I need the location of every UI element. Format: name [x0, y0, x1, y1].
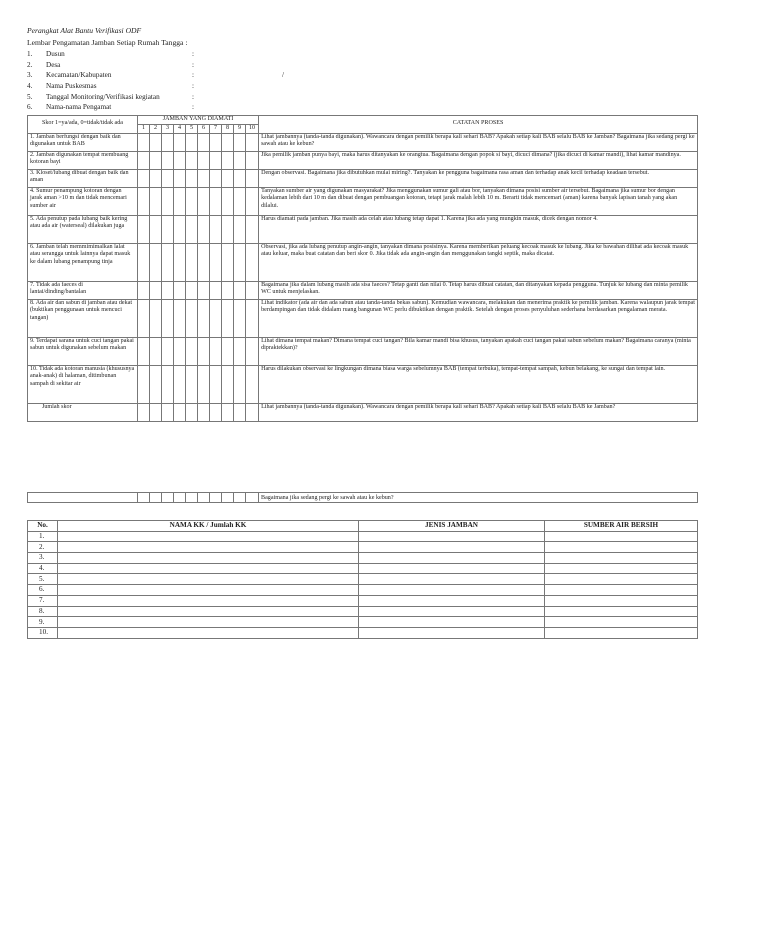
- score-cell[interactable]: [234, 187, 246, 215]
- row-number: 2.: [28, 542, 58, 553]
- score-cell[interactable]: [138, 403, 150, 421]
- score-cell[interactable]: [234, 243, 246, 281]
- score-cell[interactable]: [150, 151, 162, 169]
- column-number: 3: [162, 124, 174, 133]
- kk-name-cell[interactable]: [58, 585, 359, 596]
- column-number: 8: [222, 124, 234, 133]
- score-cell[interactable]: [246, 243, 259, 281]
- water-source-cell[interactable]: [545, 531, 698, 542]
- notes-text: Lihat jambannya (tanda-tanda digunakan). Wawancara dengan pemilik berapa kali sehari BAB? Apakah setiap kali BAB selalu BAB ke Jamban? Bagaimana jika sedang pergi ke sawah atau ke kebun?: [259, 133, 698, 151]
- score-cell[interactable]: [210, 365, 222, 403]
- score-cell[interactable]: [162, 133, 174, 151]
- score-cell[interactable]: [222, 243, 234, 281]
- column-number: 2: [150, 124, 162, 133]
- column-number: 10: [246, 124, 259, 133]
- score-cell[interactable]: [198, 133, 210, 151]
- score-cell[interactable]: [186, 281, 198, 299]
- score-cell[interactable]: [198, 151, 210, 169]
- criterion-row: [28, 365, 698, 403]
- kk-name-cell[interactable]: [58, 563, 359, 574]
- info-colon: :: [192, 103, 194, 112]
- info-num: 6.: [27, 103, 33, 112]
- info-colon: :: [192, 71, 194, 80]
- score-cell[interactable]: [198, 215, 210, 243]
- score-cell[interactable]: [138, 243, 150, 281]
- water-source-header: SUMBER AIR BERSIH: [545, 521, 698, 532]
- info-label: Nama Puskesmas: [46, 82, 97, 91]
- score-cell[interactable]: [186, 133, 198, 151]
- notes-text: Dengan observasi. Bagaimana jika dibutuhkan mulai miring?. Tanyakan ke pengguna bagaimana rasa aman dan terhadap anak kecil terhadap keadaan tersebut.: [259, 169, 698, 187]
- criterion-text: 3. Kloset/lubang dibuat dengan baik dan aman: [28, 169, 138, 187]
- household-row: [28, 595, 698, 606]
- household-row: [28, 627, 698, 638]
- score-cell[interactable]: [234, 365, 246, 403]
- water-source-cell[interactable]: [545, 574, 698, 585]
- score-cell[interactable]: [150, 403, 162, 421]
- score-cell[interactable]: [186, 299, 198, 337]
- criterion-text: 1. Jamban berfungsi dengan baik dan digunakan untuk BAB: [28, 133, 138, 151]
- water-source-cell[interactable]: [545, 542, 698, 553]
- notes-text: Observasi, jika ada lubang penutup angin-angin, tanyakan dimana posisinya. Karena memberikan peluang kecoak masuk ke lubang. Jika ke bawahan dilihat ada kecoak masuk atau keluar, maka buat catatan dan beri skor 0. Jika tidak ada angin-angin dan menggunakan tangki septik, maka dicatat.: [259, 243, 698, 281]
- score-cell[interactable]: [222, 365, 234, 403]
- score-cell[interactable]: [138, 169, 150, 187]
- row-number: 10.: [28, 627, 58, 638]
- notes-text: Tanyakan sumber air yang digunakan masyarakat? Jika menggunakan sumur gali atau bor, tanyakan dimana posisi sumber air tersebut. Bagaimana jika sumur bor dengan kedalaman lebih dari 10 m dan dibuat dengan pembuangan kotoran, tetapi jarak malah lebih 10 m. Berarti tidak mencemari (aman) karena banyak lapisan tanah yang akan dilalui.: [259, 187, 698, 215]
- criterion-row: [28, 133, 698, 151]
- score-cell[interactable]: [222, 133, 234, 151]
- water-source-cell[interactable]: [545, 627, 698, 638]
- score-cell[interactable]: [150, 281, 162, 299]
- document-title: Perangkat Alat Bantu Verifikasi ODF: [27, 26, 142, 35]
- latrine-type-header: JENIS JAMBAN: [359, 521, 545, 532]
- info-num: 5.: [27, 92, 33, 101]
- kk-name-cell[interactable]: [58, 542, 359, 553]
- score-cell[interactable]: [150, 243, 162, 281]
- household-row: [28, 617, 698, 628]
- strip-cell[interactable]: [222, 493, 234, 503]
- score-cell[interactable]: [198, 337, 210, 365]
- latrine-type-cell[interactable]: [359, 617, 545, 628]
- score-cell[interactable]: [186, 243, 198, 281]
- strip-cell[interactable]: [28, 493, 138, 503]
- score-cell[interactable]: [162, 403, 174, 421]
- score-cell[interactable]: [162, 299, 174, 337]
- bottom-note: Bagaimana jika sedang pergi ke sawah atau ke kebun?: [259, 493, 698, 503]
- score-cell[interactable]: [246, 151, 259, 169]
- column-number: 4: [174, 124, 186, 133]
- criterion-text: 2. Jamban digunakan tempat membuang kotoran bayi: [28, 151, 138, 169]
- score-cell[interactable]: [138, 215, 150, 243]
- notes-header: CATATAN PROSES: [259, 116, 698, 134]
- score-cell[interactable]: [210, 337, 222, 365]
- no-header: No.: [28, 521, 58, 532]
- strip-cell[interactable]: [234, 493, 246, 503]
- score-cell[interactable]: [210, 243, 222, 281]
- score-cell[interactable]: [234, 133, 246, 151]
- score-cell[interactable]: [246, 169, 259, 187]
- row-number: 6.: [28, 585, 58, 596]
- criterion-text: 9. Terdapat sarana untuk cuci tangan pakai sabun untuk digunakan sebelum makan: [28, 337, 138, 365]
- score-cell[interactable]: [222, 403, 234, 421]
- strip-cell[interactable]: [210, 493, 222, 503]
- score-cell[interactable]: [234, 215, 246, 243]
- latrine-type-cell[interactable]: [359, 585, 545, 596]
- score-cell[interactable]: [162, 337, 174, 365]
- score-cell[interactable]: [174, 169, 186, 187]
- strip-cell[interactable]: [138, 493, 150, 503]
- score-cell[interactable]: [150, 299, 162, 337]
- score-cell[interactable]: [186, 337, 198, 365]
- score-cell[interactable]: [222, 337, 234, 365]
- column-number: 7: [210, 124, 222, 133]
- score-header: Skor 1=ya/ada, 0=tidak/tidak ada: [28, 116, 138, 134]
- strip-cell[interactable]: [162, 493, 174, 503]
- household-row: [28, 574, 698, 585]
- score-cell[interactable]: [210, 403, 222, 421]
- strip-cell[interactable]: [246, 493, 259, 503]
- kk-name-cell[interactable]: [58, 606, 359, 617]
- score-cell[interactable]: [222, 187, 234, 215]
- score-cell[interactable]: [150, 187, 162, 215]
- household-row: [28, 542, 698, 553]
- latrine-type-cell[interactable]: [359, 531, 545, 542]
- info-label: Desa: [46, 60, 61, 69]
- notes-text: Lihat indikator (ada air dan ada sabun atau tanda-tanda bekas sabun). Kemudian wawancara, melakukan dan menerima praktik ke pemilik jamban. Karena walaupun jarak tempat berdampingan dan tidak didalam ruang bangunan WC perlu dibuktikan dengan praktik. Setelah dengan proses penyuluhan sederhana berdasarkan pengalaman merata.: [259, 299, 698, 337]
- score-cell[interactable]: [174, 365, 186, 403]
- notes-text: Lihat jambannya (tanda-tanda digunakan). Wawancara dengan pemilik berapa kali sehari BAB? Apakah setiap kali BAB selalu BAB ke Jamban?: [259, 403, 698, 421]
- latrine-type-cell[interactable]: [359, 627, 545, 638]
- form-subtitle: Lembar Pengamatan Jamban Setiap Rumah Tangga :: [27, 38, 188, 47]
- score-cell[interactable]: [150, 337, 162, 365]
- notes-text: Harus diamati pada jamban. Jika masih ada celah atau lubang tetap dapat 1. Karena jika ada yang mungkin masuk, dicek dengan nomor 4.: [259, 215, 698, 243]
- household-row: [28, 531, 698, 542]
- score-cell[interactable]: [210, 133, 222, 151]
- score-cell[interactable]: [150, 365, 162, 403]
- score-cell[interactable]: [198, 299, 210, 337]
- notes-text: Jika pemilik jamban punya bayi, maka harus ditanyakan ke orangtua. Bagaimana dengan popok si bayi, dicuci dimana? (jika dicuci di kamar mandi), lihat kamar mandinya.: [259, 151, 698, 169]
- score-cell[interactable]: [186, 187, 198, 215]
- info-colon: :: [192, 92, 194, 101]
- strip-cell[interactable]: [186, 493, 198, 503]
- kk-name-cell[interactable]: [58, 627, 359, 638]
- score-cell[interactable]: [246, 215, 259, 243]
- row-number: 9.: [28, 617, 58, 628]
- score-cell[interactable]: [210, 215, 222, 243]
- score-cell[interactable]: [162, 243, 174, 281]
- score-cell[interactable]: [210, 169, 222, 187]
- criterion-text: 6. Jamban telah memmimimalkan lalat atau serangga untuk lainnya dapat masuk ke dalam lubang penampung tinja: [28, 243, 138, 281]
- score-cell[interactable]: [234, 151, 246, 169]
- score-cell[interactable]: [174, 187, 186, 215]
- score-cell[interactable]: [186, 403, 198, 421]
- score-cell[interactable]: [234, 281, 246, 299]
- score-cell[interactable]: [138, 133, 150, 151]
- kk-name-cell[interactable]: [58, 574, 359, 585]
- observed-header: JAMBAN YANG DIAMATI: [138, 116, 259, 125]
- strip-cell[interactable]: [150, 493, 162, 503]
- score-cell[interactable]: [138, 151, 150, 169]
- household-row: [28, 563, 698, 574]
- score-cell[interactable]: [222, 151, 234, 169]
- notes-text: Lihat dimana tempat makan? Dimana tempat cuci tangan? Bila kamar mandi bisa khusus, tanyakan apakah cuci tangan pakai sabun sebelum makan? Bagaimana caranya (minta dipraktekkan)?: [259, 337, 698, 365]
- info-label: Dusun: [46, 50, 65, 59]
- criterion-row: [28, 243, 698, 281]
- latrine-type-cell[interactable]: [359, 553, 545, 564]
- latrine-type-cell[interactable]: [359, 574, 545, 585]
- column-number: 5: [186, 124, 198, 133]
- latrine-type-cell[interactable]: [359, 563, 545, 574]
- total-score-row: [28, 403, 698, 421]
- score-cell[interactable]: [234, 337, 246, 365]
- score-cell[interactable]: [234, 299, 246, 337]
- criterion-row: [28, 215, 698, 243]
- table-header-row: [28, 116, 698, 125]
- score-cell[interactable]: [210, 151, 222, 169]
- score-cell[interactable]: [138, 337, 150, 365]
- water-source-cell[interactable]: [545, 606, 698, 617]
- score-cell[interactable]: [186, 215, 198, 243]
- score-cell[interactable]: [174, 337, 186, 365]
- water-source-cell[interactable]: [545, 617, 698, 628]
- criterion-text: 10. Tidak ada kotoran manusia (khususnya anak-anak) di halaman, ditimbunan sampah di sekitar air: [28, 365, 138, 403]
- row-number: 8.: [28, 606, 58, 617]
- score-cell[interactable]: [234, 403, 246, 421]
- score-cell[interactable]: [246, 281, 259, 299]
- info-num: 2.: [27, 60, 33, 69]
- info-row-kecamatan: [27, 70, 327, 81]
- score-cell[interactable]: [162, 281, 174, 299]
- score-cell[interactable]: [222, 215, 234, 243]
- info-extra: /: [282, 71, 284, 80]
- info-colon: :: [192, 82, 194, 91]
- household-row: [28, 606, 698, 617]
- kk-name-cell[interactable]: [58, 553, 359, 564]
- household-row: [28, 585, 698, 596]
- score-cell[interactable]: [246, 365, 259, 403]
- score-cell[interactable]: [174, 299, 186, 337]
- score-cell[interactable]: [222, 169, 234, 187]
- criterion-row: [28, 151, 698, 169]
- info-num: 3.: [27, 71, 33, 80]
- latrine-type-cell[interactable]: [359, 595, 545, 606]
- kk-name-cell[interactable]: [58, 595, 359, 606]
- score-cell[interactable]: [162, 151, 174, 169]
- kk-name-cell[interactable]: [58, 617, 359, 628]
- score-cell[interactable]: [150, 215, 162, 243]
- water-source-cell[interactable]: [545, 595, 698, 606]
- bottom-strip-table: [27, 492, 698, 503]
- total-label: Jumlah skor: [28, 403, 138, 421]
- water-source-cell[interactable]: [545, 553, 698, 564]
- score-cell[interactable]: [174, 151, 186, 169]
- score-cell[interactable]: [174, 403, 186, 421]
- info-row-dusun: [27, 49, 327, 60]
- row-number: 3.: [28, 553, 58, 564]
- score-cell[interactable]: [138, 281, 150, 299]
- criterion-row: [28, 187, 698, 215]
- criterion-text: 4. Sumur penampung kotoran dengan jarak aman >10 m dan tidak mencemari sumber air: [28, 187, 138, 215]
- score-cell[interactable]: [162, 169, 174, 187]
- criterion-row: [28, 337, 698, 365]
- score-cell[interactable]: [186, 169, 198, 187]
- criterion-row: [28, 299, 698, 337]
- criterion-row: [28, 281, 698, 299]
- kk-name-header: NAMA KK / Jumlah KK: [58, 521, 359, 532]
- score-cell[interactable]: [246, 299, 259, 337]
- info-colon: :: [192, 50, 194, 59]
- score-cell[interactable]: [222, 281, 234, 299]
- info-num: 4.: [27, 82, 33, 91]
- criterion-text: 8. Ada air dan sabun di jamban atau dekat (buktikan penggunaan untuk mencuci tangan): [28, 299, 138, 337]
- score-cell[interactable]: [138, 187, 150, 215]
- score-cell[interactable]: [198, 403, 210, 421]
- score-cell[interactable]: [198, 365, 210, 403]
- strip-cell[interactable]: [198, 493, 210, 503]
- score-cell[interactable]: [162, 187, 174, 215]
- score-cell[interactable]: [174, 281, 186, 299]
- water-source-cell[interactable]: [545, 563, 698, 574]
- column-number: 1: [138, 124, 150, 133]
- info-row-pengamat: [27, 102, 327, 113]
- water-source-cell[interactable]: [545, 585, 698, 596]
- score-cell[interactable]: [234, 169, 246, 187]
- score-cell[interactable]: [174, 133, 186, 151]
- bottom-strip-row: [28, 493, 698, 503]
- criterion-text: 5. Ada penutup pada lubang baik kering atau ada air (waterseal) dilakukan juga: [28, 215, 138, 243]
- score-cell[interactable]: [174, 243, 186, 281]
- score-cell[interactable]: [198, 243, 210, 281]
- info-row-puskesmas: [27, 81, 327, 92]
- criterion-row: [28, 169, 698, 187]
- score-cell[interactable]: [198, 281, 210, 299]
- score-cell[interactable]: [186, 151, 198, 169]
- info-row-desa: [27, 60, 327, 71]
- row-number: 7.: [28, 595, 58, 606]
- score-cell[interactable]: [246, 187, 259, 215]
- column-number: 9: [234, 124, 246, 133]
- score-cell[interactable]: [198, 187, 210, 215]
- household-table: [27, 520, 698, 639]
- info-list: [27, 49, 327, 113]
- score-cell[interactable]: [210, 299, 222, 337]
- score-cell[interactable]: [210, 281, 222, 299]
- row-number: 4.: [28, 563, 58, 574]
- row-number: 5.: [28, 574, 58, 585]
- score-cell[interactable]: [222, 299, 234, 337]
- score-cell[interactable]: [246, 337, 259, 365]
- latrine-type-cell[interactable]: [359, 542, 545, 553]
- criterion-text: 7. Tidak ada faeces di lantai/dinding/bantalan: [28, 281, 138, 299]
- row-number: 1.: [28, 531, 58, 542]
- score-cell[interactable]: [150, 133, 162, 151]
- info-colon: :: [192, 60, 194, 69]
- score-cell[interactable]: [186, 365, 198, 403]
- info-label: Tanggal Monitoring/Verifikasi kegiatan: [46, 92, 160, 101]
- score-cell[interactable]: [174, 215, 186, 243]
- column-number: 6: [198, 124, 210, 133]
- score-cell[interactable]: [138, 365, 150, 403]
- info-label: Nama-nama Pengamat: [46, 103, 112, 112]
- notes-text: Harus dilakukan observasi ke lingkungan dimana biasa warga sebelumnya BAB (tempat terbuka), tempat-tempat sampah, kebun belakang, ke sungai dan tempat lain.: [259, 365, 698, 403]
- info-label: Kecamatan/Kabupaten: [46, 71, 112, 80]
- score-cell[interactable]: [246, 133, 259, 151]
- score-cell[interactable]: [210, 187, 222, 215]
- info-num: 1.: [27, 50, 33, 59]
- score-cell[interactable]: [246, 403, 259, 421]
- score-cell[interactable]: [198, 169, 210, 187]
- household-row: [28, 553, 698, 564]
- kk-name-cell[interactable]: [58, 531, 359, 542]
- info-row-tanggal: [27, 91, 327, 102]
- score-cell[interactable]: [138, 299, 150, 337]
- notes-text: Bagaimana jika dalam lubang masih ada sisa faeces? Tetap ganti dan nilai 0. Tetap harus dibuat catatan, dan ditanyakan kepada pengguna. Tunjuk ke lubang dan minta pemilik WC untuk menjelaskan.: [259, 281, 698, 299]
- observation-table: [27, 115, 698, 422]
- strip-cell[interactable]: [174, 493, 186, 503]
- score-cell[interactable]: [162, 365, 174, 403]
- latrine-type-cell[interactable]: [359, 606, 545, 617]
- score-cell[interactable]: [150, 169, 162, 187]
- score-cell[interactable]: [162, 215, 174, 243]
- household-header-row: [28, 521, 698, 532]
